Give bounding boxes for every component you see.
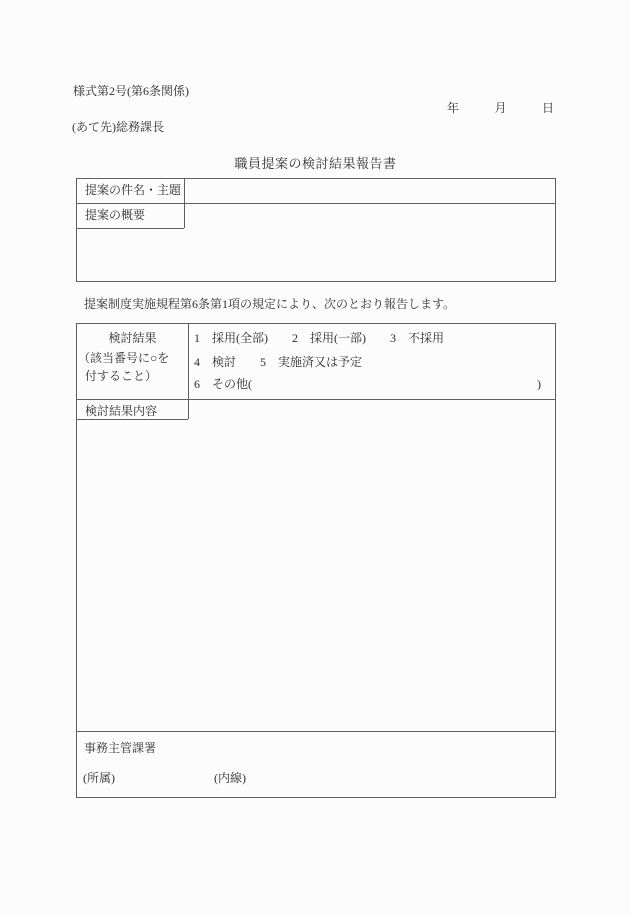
- office-section-divider: [77, 731, 555, 732]
- result-label-divider: [188, 324, 189, 419]
- document-title: 職員提案の検討結果報告書: [234, 156, 397, 171]
- proposal-summary-field[interactable]: [185, 204, 555, 281]
- proposal-subject-field[interactable]: [185, 179, 555, 203]
- date-month-label: 月: [494, 101, 507, 115]
- detail-label-underline: [77, 419, 188, 420]
- result-label: 検討結果: [108, 331, 157, 345]
- options-line2: 4 検討 5 実施済又は予定: [194, 355, 363, 369]
- options-other-field[interactable]: [257, 374, 537, 394]
- proposal-summary-label: 提案の概要: [85, 208, 146, 222]
- date-line: [447, 101, 554, 116]
- extension-label: (内線): [214, 771, 246, 785]
- form-number: 様式第2号(第6条関係): [73, 84, 189, 98]
- result-detail-field[interactable]: [189, 420, 555, 730]
- proposal-summary-label-underline: [77, 228, 184, 229]
- extension-field[interactable]: [252, 764, 372, 789]
- proposal-table: [76, 178, 556, 282]
- detail-label: 検討結果内容: [85, 404, 158, 418]
- intro-sentence: 提案制度実施規程第6条第1項の規定により、次のとおり報告します。: [84, 297, 456, 311]
- options-line1: 1 採用(全部) 2 採用(一部) 3 不採用: [194, 331, 444, 345]
- affiliation-label: (所属): [83, 771, 115, 785]
- result-note-line1: （該当番号に○を: [78, 351, 170, 365]
- office-label: 事務主管課署: [84, 741, 157, 755]
- date-year-label: 年: [447, 101, 460, 115]
- result-note-line2: 付すること）: [85, 369, 158, 383]
- date-day-label: 日: [541, 101, 554, 115]
- options-line3-prefix: 6 その他(: [194, 377, 252, 391]
- affiliation-field[interactable]: [122, 764, 207, 789]
- addressee: (あて先)総務課長: [72, 120, 164, 134]
- result-table: [76, 323, 556, 798]
- options-line3-close-paren: ): [537, 377, 541, 391]
- result-row-divider: [77, 399, 555, 400]
- proposal-subject-label: 提案の件名・主題: [85, 183, 182, 197]
